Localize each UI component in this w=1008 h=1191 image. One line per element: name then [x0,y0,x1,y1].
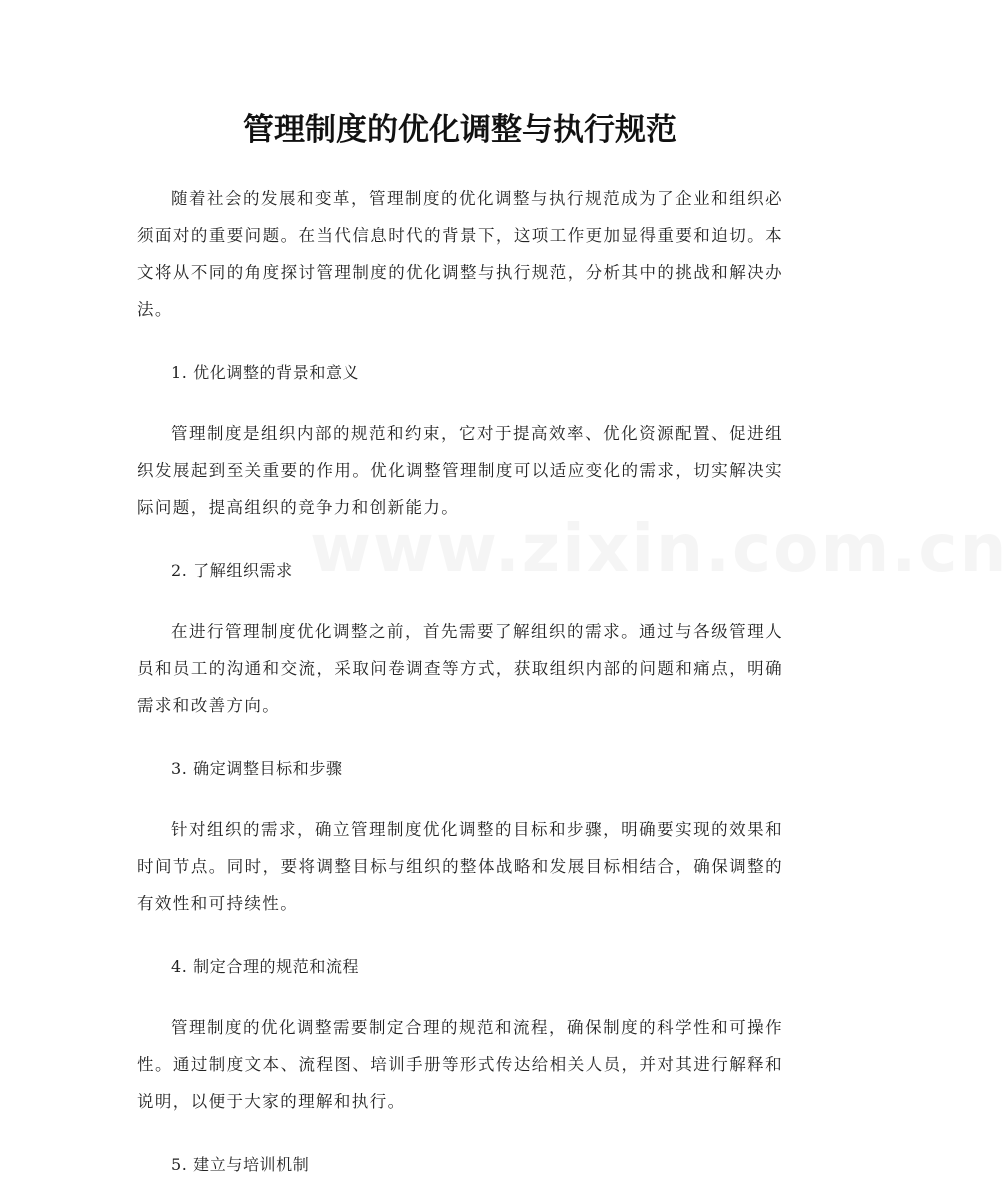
section-heading-2: 2. 了解组织需求 [171,561,293,580]
section-heading-3: 3. 确定调整目标和步骤 [171,759,343,778]
section-body-4: 管理制度的优化调整需要制定合理的规范和流程，确保制度的科学性和可操作性。通过制度文本、流程图、培训手册等形式传达给相关人员，并对其进行解释和说明，以便于大家的理解和执行。 [137,1018,783,1111]
intro-paragraph: 随着社会的发展和变革，管理制度的优化调整与执行规范成为了企业和组织必须面对的重要问题。在当代信息时代的背景下，这项工作更加显得重要和迫切。本文将从不同的角度探讨管理制度的优化调整与执行规范，分析其中的挑战和解决办法。 [137,189,783,319]
section-body-2: 在进行管理制度优化调整之前，首先需要了解组织的需求。通过与各级管理人员和员工的沟通和交流，采取问卷调查等方式，获取组织内部的问题和痛点，明确需求和改善方向。 [137,622,783,715]
section-body-1: 管理制度是组织内部的规范和约束，它对于提高效率、优化资源配置、促进组织发展起到至关重要的作用。优化调整管理制度可以适应变化的需求，切实解决实际问题，提高组织的竞争力和创新能力。 [137,424,783,517]
section-heading-5: 5. 建立与培训机制 [171,1155,310,1174]
document-title: 管理制度的优化调整与执行规范 [243,112,677,148]
section-heading-1: 1. 优化调整的背景和意义 [171,363,360,382]
section-heading-4: 4. 制定合理的规范和流程 [171,957,360,976]
document-body [137,180,783,1183]
section-body-3: 针对组织的需求，确立管理制度优化调整的目标和步骤，明确要实现的效果和时间节点。同时，要将调整目标与组织的整体战略和发展目标相结合，确保调整的有效性和可持续性。 [137,820,783,913]
watermark-text: www.zixin.com.cn [310,510,1008,587]
